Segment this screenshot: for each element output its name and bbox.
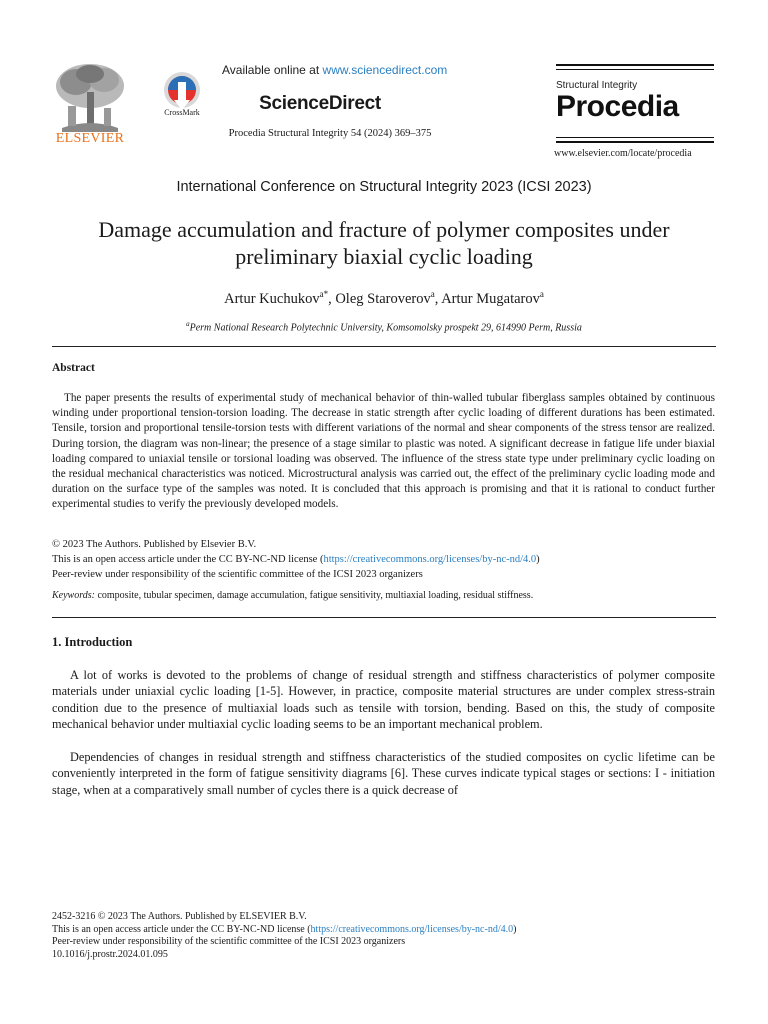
available-prefix: Available online at	[222, 63, 323, 77]
license-link[interactable]: https://creativecommons.org/licenses/by-nc-nd/4.0	[323, 554, 537, 565]
keywords	[52, 590, 533, 601]
journal-subtitle: Structural Integrity	[556, 80, 638, 91]
sciencedirect-link[interactable]: www.sciencedirect.com	[322, 63, 448, 77]
copyright-block	[52, 537, 540, 582]
footer-license-suffix: )	[513, 923, 517, 935]
affiliation-sup: a	[186, 320, 190, 328]
author-3: , Artur Mugatarov	[434, 290, 540, 307]
abstract-text: The paper presents the results of experimental study of mechanical behavior of thin-walled tubular fiberglass samples obtained by continuous winding under proportional tension-torsion loading. The decrease in static strength after cyclic loading of different durations has been estimated. Tensile, torsion and proportional tensile-torsion tests with different variations of the normal and shear components of the stress tensor are realized. During torsion, the diagram was non-linear; the presence of a stage similar to plastic was noted. A significant decrease in fatigue life under biaxial loading compared to uniaxial tensile or torsional loading was observed. The influence of the stress state type under preliminary cyclic loading on the residual mechanical characteristics was noticed. Microstructural analysis was carried out, the effect of the preliminary cyclic loading mode and duration on the surface type of the samples was noted. It is concluded that this approach is promising and that it is rational to conduct further experimental studies to verify the previously developed models.	[52, 392, 715, 511]
author-list	[0, 289, 768, 308]
author-1-sup: a*	[319, 289, 329, 299]
issn-line: 2452-3216 © 2023 The Authors. Published by ELSEVIER B.V.	[52, 911, 307, 922]
sciencedirect-title: ScienceDirect	[259, 93, 381, 114]
publisher-name: ELSEVIER	[55, 131, 125, 146]
license-line	[52, 552, 540, 567]
crossmark-label: CrossMark	[164, 108, 200, 117]
divider	[52, 617, 716, 618]
divider	[556, 141, 714, 143]
peer-review-line: Peer-review under responsibility of the scientific committee of the ICSI 2023 organizers	[52, 569, 423, 580]
license-suffix: )	[536, 554, 540, 565]
copyright-line: © 2023 The Authors. Published by Elsevier B.V.	[52, 539, 257, 550]
author-2-sup: a	[430, 289, 435, 299]
keywords-label: Keywords:	[52, 590, 95, 601]
affiliation-text: Perm National Research Polytechnic University, Komsomolsky prospekt 29, 614990 Perm, Russia	[189, 322, 582, 334]
license-prefix: This is an open access article under the CC BY-NC-ND license (	[52, 554, 324, 565]
paragraph: Dependencies of changes in residual strength and stiffness characteristics of the studied composites on cyclic lifetime can be conveniently interpreted in the form of fatigue sensitivity diagrams [6]. These curves indicate typical stages or sections: I - initiation stage, when at a comparatively small number of cycles there is a quick decrease of	[52, 750, 715, 797]
paragraph: A lot of works is devoted to the problems of change of residual strength and stiffness characteristics of polymer composite materials under uniaxial cyclic loading [1-5]. However, in practice, composite material structures are under complex stress-strain condition due to the presence of multiaxial loads such as tensile with torsion, bending. Based on this, the study of composite mechanical behavior under multiaxial cyclic loading seems to be an important mechanical problem.	[52, 668, 715, 732]
divider	[556, 137, 714, 138]
divider	[556, 69, 714, 70]
author-1: Artur Kuchukov	[224, 290, 320, 307]
conference-name: International Conference on Structural Integrity 2023 (ICSI 2023)	[176, 179, 592, 195]
affiliation	[0, 320, 768, 333]
footer-license-link[interactable]: https://creativecommons.org/licenses/by-nc-nd/4.0	[310, 923, 514, 935]
title-line-1: Damage accumulation and fracture of polymer composites under	[98, 217, 670, 242]
available-online	[222, 63, 447, 77]
divider	[52, 346, 716, 347]
footer-peer-review: Peer-review under responsibility of the scientific committee of the ICSI 2023 organizers	[52, 936, 406, 947]
journal-reference: Procedia Structural Integrity 54 (2024) 369–375	[228, 128, 432, 139]
author-3-sup: a	[539, 289, 544, 299]
title-line-2: preliminary biaxial cyclic loading	[235, 244, 533, 269]
section-heading: 1. Introduction	[52, 635, 133, 649]
paper-title	[40, 216, 728, 270]
abstract-heading: Abstract	[52, 362, 95, 374]
journal-name: Procedia	[556, 90, 679, 123]
doi[interactable]: 10.1016/j.prostr.2024.01.095	[52, 948, 168, 960]
keywords-text: composite, tubular specimen, damage accumulation, fatigue sensitivity, multiaxial loading, residual stiffness.	[94, 590, 534, 601]
divider	[556, 64, 714, 66]
author-2: , Oleg Staroverov	[328, 290, 431, 307]
footer-license-line	[52, 924, 516, 937]
journal-url[interactable]: www.elsevier.com/locate/procedia	[554, 148, 692, 159]
footer	[52, 911, 516, 961]
footer-license-prefix: This is an open access article under the CC BY-NC-ND license (	[52, 923, 311, 935]
